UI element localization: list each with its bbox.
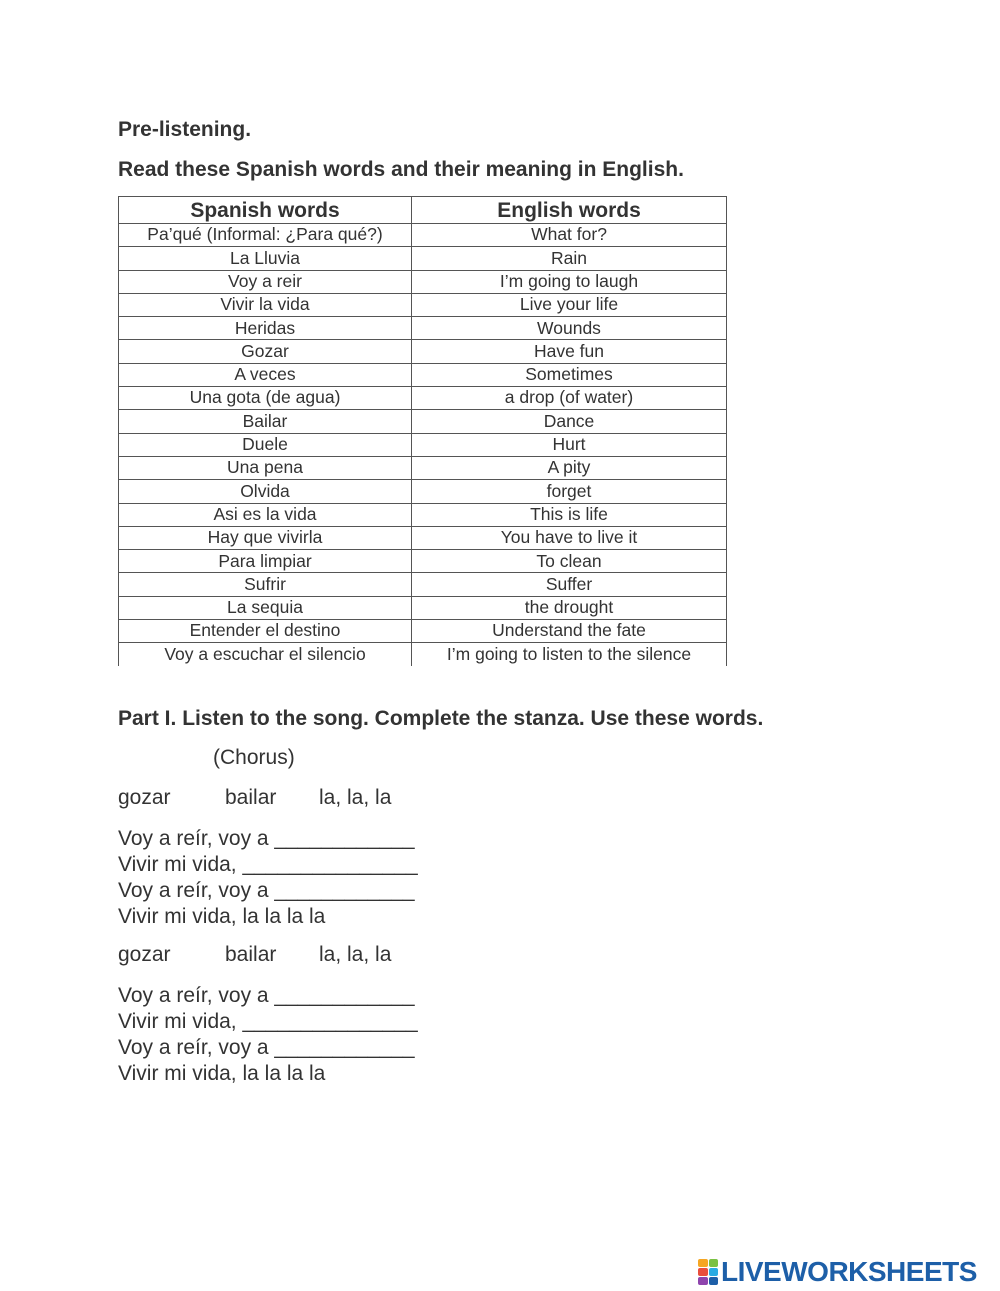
spanish-word-cell: Hay que vivirla [119, 526, 412, 549]
english-word-cell: This is life [412, 503, 727, 526]
instruction-text: Read these Spanish words and their meaning in English. [118, 158, 684, 181]
spanish-word-cell: La Lluvia [119, 247, 412, 270]
word-bank [118, 943, 391, 967]
table-row [119, 456, 727, 479]
word-bank-item: gozar [118, 786, 171, 809]
logo-block [709, 1268, 719, 1276]
section-title-part1: Part I. Listen to the song. Complete the stanza. Use these words. [118, 707, 764, 730]
spanish-word-cell: Para limpiar [119, 550, 412, 573]
vocabulary-table [118, 196, 727, 666]
word-bank-item: gozar [118, 943, 171, 966]
stanza-line[interactable]: Voy a reír, voy a ____________ [118, 879, 415, 902]
stanza-line: Vivir mi vida, la la la la [118, 1062, 326, 1085]
spanish-word-cell: Voy a escuchar el silencio [119, 643, 412, 666]
spanish-word-cell: Vivir la vida [119, 293, 412, 316]
spanish-word-cell: Gozar [119, 340, 412, 363]
logo-block [698, 1259, 708, 1267]
stanza-line[interactable]: Vivir mi vida, _______________ [118, 853, 418, 876]
table-header-row [119, 197, 727, 224]
table-row [119, 550, 727, 573]
english-word-cell: Have fun [412, 340, 727, 363]
english-word-cell: Suffer [412, 573, 727, 596]
english-word-cell: What for? [412, 224, 727, 247]
table-row [119, 620, 727, 643]
stanza-line[interactable]: Voy a reír, voy a ____________ [118, 1036, 415, 1059]
english-word-cell: the drought [412, 596, 727, 619]
spanish-word-cell: Sufrir [119, 573, 412, 596]
english-word-cell: Hurt [412, 433, 727, 456]
logo-block [698, 1277, 708, 1285]
table-row [119, 526, 727, 549]
english-word-cell: Rain [412, 247, 727, 270]
spanish-word-cell: Bailar [119, 410, 412, 433]
english-word-cell: You have to live it [412, 526, 727, 549]
stanza-line[interactable]: Voy a reír, voy a ____________ [118, 827, 415, 850]
table-row [119, 293, 727, 316]
stanza [118, 826, 418, 930]
logo-block [709, 1259, 719, 1267]
table-body [119, 224, 727, 666]
stanza-line: Vivir mi vida, la la la la [118, 905, 326, 928]
word-bank-item: la, la, la [319, 943, 392, 966]
english-word-cell: Wounds [412, 317, 727, 340]
english-word-cell: A pity [412, 456, 727, 479]
english-word-cell: I’m going to laugh [412, 270, 727, 293]
english-word-cell: To clean [412, 550, 727, 573]
english-word-cell: I’m going to listen to the silence [412, 643, 727, 666]
table-row [119, 270, 727, 293]
chorus-label: (Chorus) [213, 746, 295, 769]
column-header-spanish: Spanish words [119, 197, 412, 224]
stanza-line[interactable]: Voy a reír, voy a ____________ [118, 984, 415, 1007]
english-word-cell: Sometimes [412, 363, 727, 386]
table-row [119, 573, 727, 596]
spanish-word-cell: Duele [119, 433, 412, 456]
word-bank-item: bailar [225, 943, 277, 966]
english-word-cell: a drop (of water) [412, 387, 727, 410]
spanish-word-cell: Olvida [119, 480, 412, 503]
table-row [119, 247, 727, 270]
table-row [119, 433, 727, 456]
table-row [119, 387, 727, 410]
table-row [119, 643, 727, 666]
table-row [119, 410, 727, 433]
logo-block [698, 1268, 708, 1276]
stanza [118, 983, 418, 1087]
word-bank-item: bailar [225, 786, 277, 809]
table-row [119, 596, 727, 619]
english-word-cell: Understand the fate [412, 620, 727, 643]
english-word-cell: forget [412, 480, 727, 503]
spanish-word-cell: Pa’qué (Informal: ¿Para qué?) [119, 224, 412, 247]
table-row [119, 480, 727, 503]
spanish-word-cell: La sequia [119, 596, 412, 619]
logo-text: LIVEWORKSHEETS [721, 1256, 977, 1287]
spanish-word-cell: Asi es la vida [119, 503, 412, 526]
english-word-cell: Dance [412, 410, 727, 433]
table-row [119, 340, 727, 363]
spanish-word-cell: Heridas [119, 317, 412, 340]
table-row [119, 503, 727, 526]
logo-icon [698, 1259, 718, 1285]
english-word-cell: Live your life [412, 293, 727, 316]
table-row [119, 363, 727, 386]
word-bank [118, 786, 391, 810]
spanish-word-cell: Entender el destino [119, 620, 412, 643]
stanza-line[interactable]: Vivir mi vida, _______________ [118, 1010, 418, 1033]
column-header-english: English words [412, 197, 727, 224]
spanish-word-cell: Voy a reir [119, 270, 412, 293]
section-title-prelistening: Pre-listening. [118, 118, 252, 141]
word-bank-item: la, la, la [319, 786, 392, 809]
spanish-word-cell: Una gota (de agua) [119, 387, 412, 410]
logo-block [709, 1277, 719, 1285]
table-row [119, 317, 727, 340]
table-row [119, 224, 727, 247]
spanish-word-cell: A veces [119, 363, 412, 386]
liveworksheets-logo [698, 1256, 977, 1288]
spanish-word-cell: Una pena [119, 456, 412, 479]
